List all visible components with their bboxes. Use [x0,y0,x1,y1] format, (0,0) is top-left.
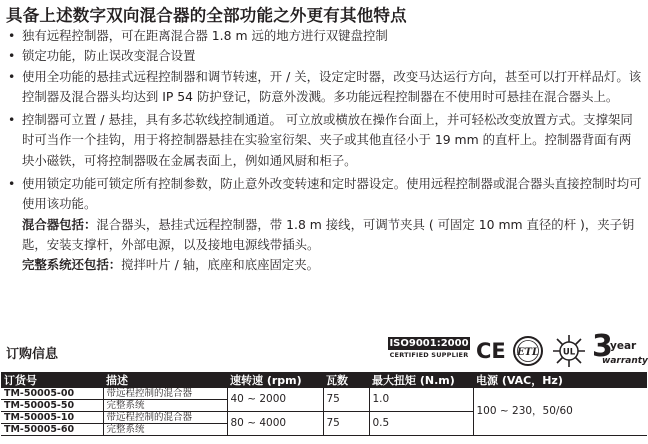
speed-cell: 80 ~ 4000 [227,412,323,436]
power-cell: 100 ~ 230，50/60 [473,388,647,436]
feature-list [6,26,642,276]
feature-item: • 控制器可立置 / 悬挂，具有多芯软线控制通道。 可立放或横放在操作台面上，并可轻松改变放置方式。支撑架同时可当作一个挂钩，用于将控制器悬挂在实验室衍架、夹子或其他直径小于 19 mm 的直杆上。控制器背面有两块小磁铁，可将控制器吸在金属表面上，例如通风厨和柜子。 [8,112,633,168]
description-cell: 完整系统 [103,400,227,412]
svg-text:ETL: ETL [516,347,540,358]
warranty-badge: 3 year warranty [592,329,648,366]
speed-cell: 40 ~ 2000 [227,388,323,412]
complete-system-text: 搅拌叶片 / 轴，底座和底座固定夹。 [121,257,320,273]
column-header: 最大扭矩 (N.m) [369,372,473,388]
svg-text:UL: UL [562,347,576,358]
bullet-icon: • [8,48,16,64]
bullet-icon: • [8,112,16,128]
order-table [1,372,647,436]
page-title: 具备上述数字双向混合器的全部功能之外更有其他特点 [6,6,407,25]
includes-paragraph [6,215,642,256]
sku-cell: TM-50005-00 [1,388,103,400]
torque-cell: 1.0 [369,388,473,412]
table-header-row [1,372,647,388]
includes-label: 混合器包括： [22,216,97,232]
bullet-icon: • [8,28,16,43]
ul-safety-icon [552,334,586,368]
iso-certification-logo: ISO9001:2000 CERTIFIED SUPPLIER [389,338,469,359]
column-header: 电源 (VAC，Hz) [473,372,647,388]
ce-mark-icon [476,336,506,364]
column-header: 描述 [103,372,227,388]
complete-system-label: 完整系统还包括： [22,257,122,273]
column-header: 速转速 (rpm) [227,372,323,388]
description-cell: 带远程控制的混合器 [103,412,227,424]
torque-cell: 0.5 [369,412,473,436]
watts-cell: 75 [323,412,369,436]
column-header: 瓦数 [323,372,369,388]
sku-cell: TM-50005-60 [1,424,103,436]
bullet-icon: • [8,68,16,84]
bullet-icon: • [8,176,16,192]
sku-cell: TM-50005-10 [1,412,103,424]
description-cell: 完整系统 [103,424,227,436]
table-row [1,388,647,400]
feature-item: • 锁定功能，防止误改变混合设置 [6,46,642,66]
svg-text:CE: CE [476,339,506,363]
complete-system-paragraph [6,255,642,275]
includes-text: 混合器头，悬挂式远程控制器，带 1.8 m 接线，可调节夹具 ( 可固定 10 mm 直径的杆 )，夹子钥匙，安装支撑杆，外部电源，以及接地电源线带插头。 [22,216,635,252]
description-cell: 带远程控制的混合器 [103,388,227,400]
feature-item: • 使用全功能的悬挂式远程控制器和调节转速，开 / 关，设定定时器，改变马达运行方向，甚至可以打开样品灯。该控制器及混合器头均达到 IP 54 防护登记，防意外泼溅。多功能远程控制器在不使用时可悬挂在混合器头上。 [8,68,642,104]
column-header: 订货号 [1,372,103,388]
watts-cell: 75 [323,388,369,412]
sku-cell: TM-50005-50 [1,400,103,412]
certification-logos [388,329,648,368]
order-info-title: 订购信息 [6,347,59,362]
feature-item: • 独有远程控制器，可在距离混合器 1.8 m 远的地方进行双键盘控制 [6,26,642,46]
feature-item: • 使用锁定功能可锁定所有控制参数，防止意外改变转速和定时器设定。使用远程控制器或混合器头直接控制时均可使用该功能。 [8,176,642,212]
etl-listed-icon [512,335,544,367]
